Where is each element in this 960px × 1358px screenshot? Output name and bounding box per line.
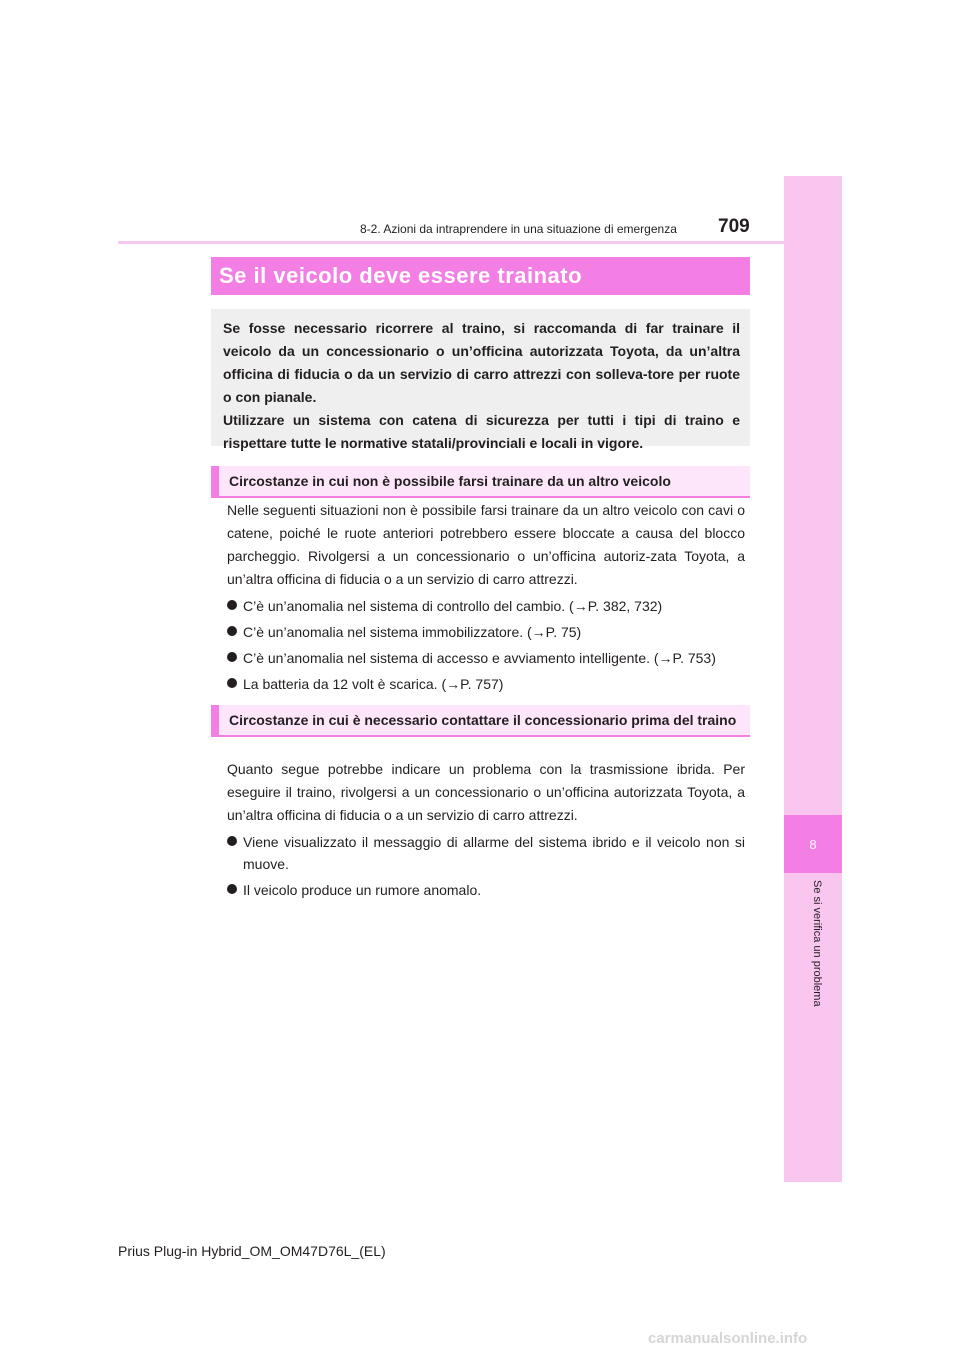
intro-box bbox=[211, 309, 750, 451]
list-item: C’è un’anomalia nel sistema immobilizzatore. (→P. 75) bbox=[227, 621, 745, 643]
chapter-title-vertical: Se si verifica un problema bbox=[811, 880, 823, 1007]
section-2-bullet-list bbox=[227, 831, 745, 901]
bullet-dot-icon bbox=[227, 652, 237, 662]
list-item: C’è un’anomalia nel sistema di accesso e avviamento intelligente. (→P. 753) bbox=[227, 647, 745, 669]
header-section-path: 8-2. Azioni da intraprendere in una situazione di emergenza bbox=[360, 222, 677, 236]
section-1-paragraph: Nelle seguenti situazioni non è possibile farsi trainare da un altro veicolo con cavi o catene, poiché le ruote anteriori potrebbero essere bloccate a causa del blocco parcheggio. Rivolgersi a un concessionario o un’officina autoriz-zata Toyota, a un’altra officina di fiducia o a un servizio di carro attrezzi. bbox=[227, 502, 745, 587]
chapter-side-tab bbox=[784, 176, 842, 1182]
bullet-dot-icon bbox=[227, 600, 237, 610]
list-item: Il veicolo produce un rumore anomalo. bbox=[227, 879, 745, 901]
watermark: carmanualsonline.info bbox=[648, 1330, 808, 1347]
list-item: La batteria da 12 volt è scarica. (→P. 757) bbox=[227, 673, 745, 695]
intro-paragraph-2: Utilizzare un sistema con catena di sicurezza per tutti i tipi di traino e rispettare tutte le normative statali/provinciali e locali in vigore. bbox=[223, 412, 740, 451]
intro-paragraph-1: Se fosse necessario ricorrere al traino, si raccomanda di far trainare il veicolo da un concessionario o un’officina autorizzata Toyota, da un’altra officina di fiducia o da un servizio di carro attrezzi con solleva-tore per ruote o con pianale. bbox=[223, 320, 740, 405]
list-item: C’è un’anomalia nel sistema di controllo del cambio. (→P. 382, 732) bbox=[227, 595, 745, 617]
footer-document-id: Prius Plug-in Hybrid_OM_OM47D76L_(EL) bbox=[118, 1243, 386, 1259]
bullet-dot-icon bbox=[227, 836, 237, 846]
list-item: Viene visualizzato il messaggio di allarme del sistema ibrido e il veicolo non si muove. bbox=[227, 831, 745, 875]
bullet-dot-icon bbox=[227, 678, 237, 688]
section-2-heading: Circostanze in cui è necessario contattare il concessionario prima del traino bbox=[211, 705, 750, 737]
section-2-body bbox=[227, 758, 745, 905]
section-2-paragraph: Quanto segue potrebbe indicare un problema con la trasmissione ibrida. Per eseguire il traino, rivolgersi a un concessionario o un’officina autorizzata Toyota, a un’altra officina di fiducia o a un servizio di carro attrezzi. bbox=[227, 761, 745, 823]
header-divider bbox=[118, 241, 784, 244]
chapter-number-badge: 8 bbox=[784, 815, 842, 873]
page-title: Se il veicolo deve essere trainato bbox=[211, 257, 750, 295]
section-1-body bbox=[227, 499, 745, 699]
section-1-heading: Circostanze in cui non è possibile farsi trainare da un altro veicolo bbox=[211, 466, 750, 498]
bullet-dot-icon bbox=[227, 884, 237, 894]
bullet-dot-icon bbox=[227, 626, 237, 636]
page-number: 709 bbox=[718, 216, 750, 237]
section-1-bullet-list bbox=[227, 595, 745, 695]
